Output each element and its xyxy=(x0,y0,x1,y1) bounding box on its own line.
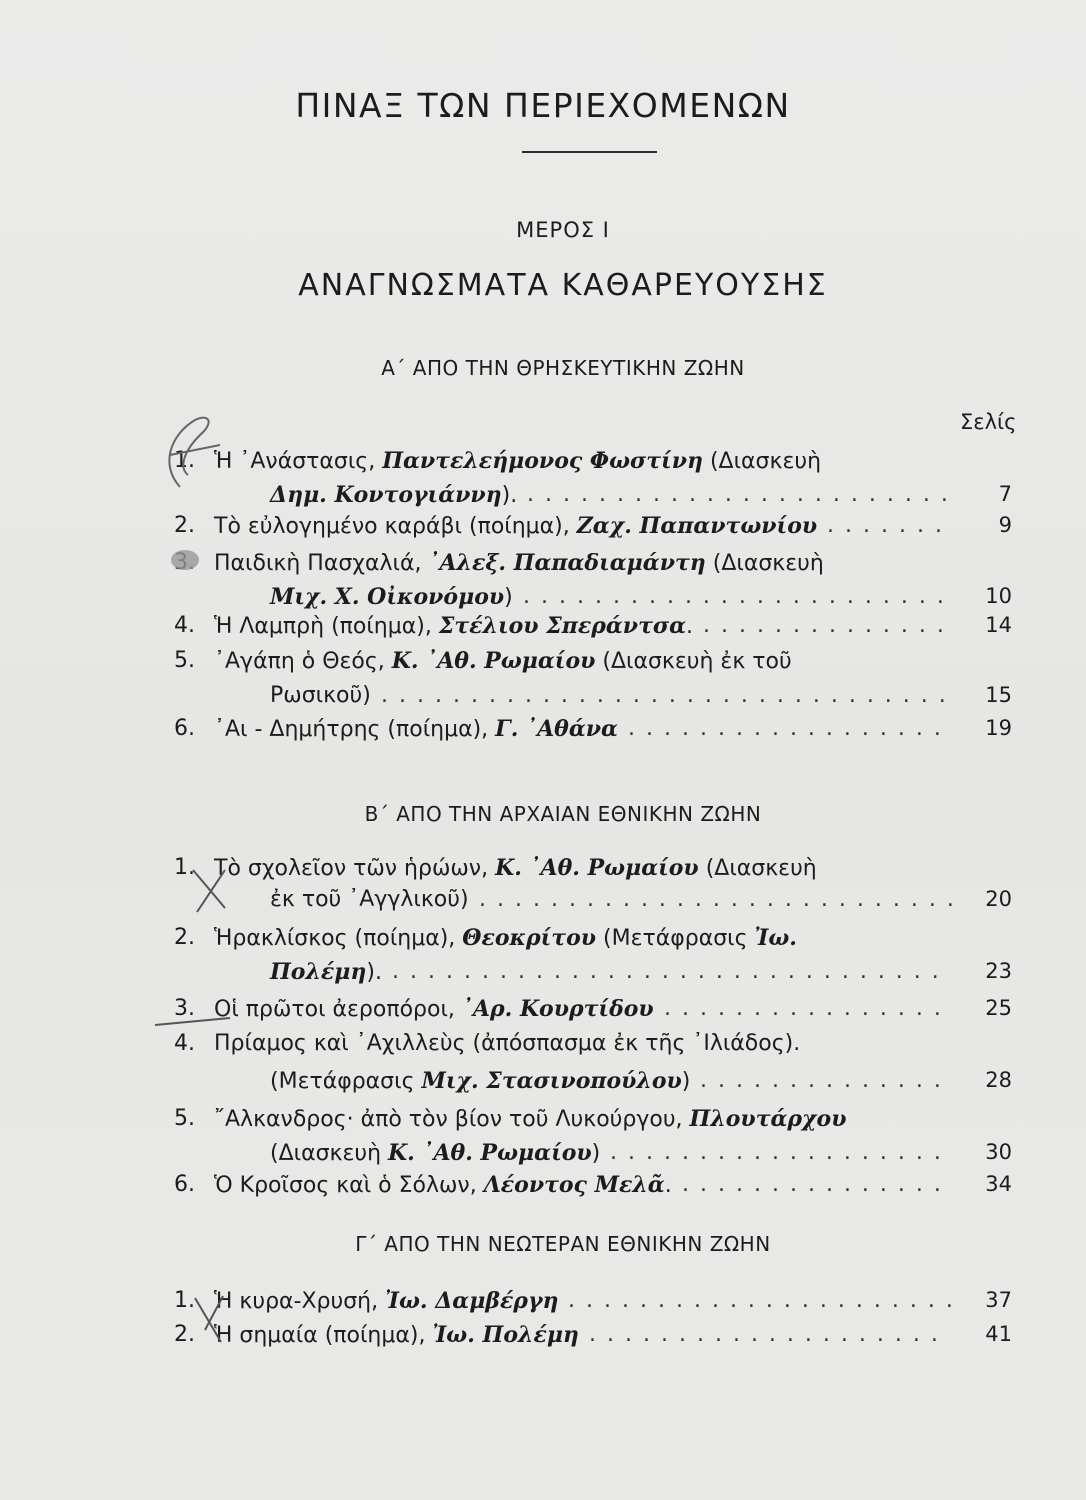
entry-page-number: 7 xyxy=(998,482,1012,506)
entry-note: ) xyxy=(504,585,513,610)
entry-text xyxy=(270,1068,690,1094)
dot-leader: ................... xyxy=(610,1140,952,1165)
entry-title: Τὸ σχολεῖον τῶν ἡρώων, xyxy=(214,856,496,881)
entry-number: 2. xyxy=(174,1322,195,1347)
entry-author: Κ. ᾿Αθ. Ρωμαίου xyxy=(388,1140,592,1166)
dot-leader: ................................ xyxy=(381,683,957,708)
entry-number: 1. xyxy=(174,448,195,473)
entry-author: ᾿Αρ. Κουρτίδου xyxy=(461,996,654,1022)
entry-text xyxy=(214,716,618,742)
section-heading-a: Α΄ ΑΠΟ ΤΗΝ ΘΡΗΣΚΕΥΤΙΚΗΝ ΖΩΗΝ xyxy=(381,356,745,380)
entry-title: Ἡ κυρα-Χρυσή, xyxy=(214,1289,386,1314)
pencil-mark-icon xyxy=(140,405,230,495)
entry-author: Κ. ᾿Αθ. Ρωμαίου xyxy=(391,648,596,674)
entry-title: Ἡ ᾿Ανάστασις, xyxy=(214,449,383,474)
entry-title: Παιδικὴ Πασχαλιά, xyxy=(214,551,429,576)
entry-text xyxy=(270,683,371,708)
entry-number: 5. xyxy=(174,648,195,673)
toc-line xyxy=(174,613,1026,647)
page-title: ΠΙΝΑΞ ΤΩΝ ΠΕΡΙΕΧΟΜΕΝΩΝ xyxy=(295,86,791,125)
page-column-label: Σελίς xyxy=(960,410,1017,434)
entry-title: ᾿Αι - Δημήτρης (ποίημα), xyxy=(214,717,496,742)
toc-line xyxy=(174,925,1026,959)
entry-text xyxy=(214,1031,800,1056)
entry-text xyxy=(214,1322,579,1348)
entry-title: ῎Αλκανδρος· ἀπὸ τὸν βίον τοῦ Λυκούργου, xyxy=(214,1107,690,1132)
entry-author: Ζαχ. Παπαντωνίου xyxy=(576,513,818,539)
entry-number: 6. xyxy=(174,716,195,741)
entry-number: 5. xyxy=(174,1106,195,1131)
entry-text xyxy=(214,1288,558,1314)
entry-author: Μιχ. Χ. Οἰκονόμου xyxy=(270,584,505,610)
entry-text xyxy=(214,1172,672,1198)
entry-author: Ἰω. xyxy=(754,925,797,951)
dot-leader: ........................ xyxy=(523,584,955,609)
entry-page-number: 34 xyxy=(985,1172,1012,1196)
entry-note: ). xyxy=(501,483,518,508)
toc-line xyxy=(174,959,1026,993)
entry-text xyxy=(214,550,824,576)
dot-leader: .................. xyxy=(628,716,952,741)
entry-author: Πλουτάρχου xyxy=(689,1106,847,1132)
dot-leader: .............. xyxy=(700,1068,952,1093)
toc-line xyxy=(174,1172,1026,1206)
entry-note: ) xyxy=(591,1141,601,1166)
entry-text xyxy=(214,1106,846,1132)
entry-page-number: 19 xyxy=(985,716,1012,740)
dot-leader: .................... xyxy=(589,1322,949,1347)
entry-number: 4. xyxy=(174,613,195,638)
entry-text xyxy=(214,613,693,639)
entry-text xyxy=(214,855,817,881)
toc-line xyxy=(174,887,1026,921)
entry-text xyxy=(270,887,469,912)
part-subtitle: ΑΝΑΓΝΩΣΜΑΤΑ ΚΑΘΑΡΕΥΟΥΣΗΣ xyxy=(298,268,828,303)
dot-leader: ............... xyxy=(682,1172,952,1197)
dot-leader: ................ xyxy=(664,996,952,1021)
scribble-mark-icon xyxy=(160,540,220,580)
entry-page-number: 23 xyxy=(985,959,1012,983)
entry-text xyxy=(214,513,817,539)
entry-author: Λέοντος Μελᾶ xyxy=(483,1172,665,1198)
entry-title: Ὁ Κροῖσος καὶ ὁ Σόλων, xyxy=(214,1173,484,1198)
entry-note: (Διασκευὴ xyxy=(702,449,822,474)
entry-number: 1. xyxy=(174,1288,195,1313)
toc-line xyxy=(174,448,1026,482)
check-mark-icon xyxy=(185,1290,245,1350)
entry-page-number: 15 xyxy=(985,683,1012,707)
toc-line xyxy=(174,996,1026,1030)
dot-leader: .............. xyxy=(703,613,955,638)
toc-line xyxy=(174,855,1026,889)
entry-note: ) xyxy=(681,1069,691,1094)
entry-note: (Διασκευὴ xyxy=(705,551,824,576)
part-label: ΜΕΡΟΣ Ι xyxy=(516,218,610,242)
entry-text xyxy=(214,448,821,474)
entry-page-number: 14 xyxy=(985,613,1012,637)
dot-leader: ....... xyxy=(827,513,953,538)
entry-note: (Μετάφρασις xyxy=(596,926,755,951)
toc-line xyxy=(174,716,1026,750)
entry-page-number: 30 xyxy=(985,1140,1012,1164)
entry-page-number: 37 xyxy=(985,1288,1012,1312)
toc-line xyxy=(174,1031,1026,1065)
entry-title: Ἡ σημαία (ποίημα), xyxy=(214,1323,433,1348)
entry-author: Στέλιου Σπεράντσα xyxy=(438,613,687,639)
entry-text xyxy=(270,959,382,985)
section-heading-b: Β΄ ΑΠΟ ΤΗΝ ΑΡΧΑΙΑΝ ΕΘΝΙΚΗΝ ΖΩΗΝ xyxy=(364,802,762,826)
entry-text xyxy=(214,996,654,1022)
entry-page-number: 41 xyxy=(985,1322,1012,1346)
entry-page-number: 9 xyxy=(998,513,1012,537)
title-divider xyxy=(522,151,657,153)
entry-title: Ἡ Λαμπρὴ (ποίημα), xyxy=(214,614,439,639)
dot-leader: ........................ xyxy=(527,482,959,507)
toc-line xyxy=(174,648,1026,682)
entry-title: Τὸ εὐλογημένο καράβι (ποίημα), xyxy=(214,514,577,539)
toc-line xyxy=(174,683,1026,717)
entry-title: Ἡρακλίσκος (ποίημα), xyxy=(214,926,463,951)
check-mark-icon xyxy=(185,860,245,920)
entry-note: (Διασκευὴ xyxy=(698,856,817,881)
entry-author: Γ. ᾿Αθάνα xyxy=(495,716,618,742)
entry-number: 6. xyxy=(174,1172,195,1197)
entry-author: Ἰω. Δαμβέργη xyxy=(385,1288,559,1314)
entry-title: (Μετάφρασις xyxy=(270,1069,422,1094)
entry-note: ). xyxy=(366,960,382,985)
dot-leader: ...................... xyxy=(568,1288,964,1313)
toc-line xyxy=(174,550,1026,584)
toc-line xyxy=(174,1068,1026,1102)
entry-author: Θεοκρίτου xyxy=(462,925,597,951)
entry-title: (Διασκευὴ xyxy=(270,1141,389,1166)
entry-text xyxy=(270,584,513,610)
entry-author: Δημ. Κοντογιάννη xyxy=(270,482,502,508)
entry-author: ᾿Αλεξ. Παπαδιαμάντη xyxy=(428,550,706,576)
toc-line xyxy=(174,1140,1026,1174)
entry-page-number: 10 xyxy=(985,584,1012,608)
entry-number: 4. xyxy=(174,1031,195,1056)
entry-author: Παντελεήμονος Φωστίνη xyxy=(382,448,703,474)
entry-author: Πολέμη xyxy=(270,959,367,985)
entry-note: (Διασκευὴ ἐκ τοῦ xyxy=(595,649,792,674)
strike-mark-icon xyxy=(150,1000,250,1040)
entry-text xyxy=(270,482,517,508)
toc-line xyxy=(174,482,1026,516)
entry-author: Μιχ. Στασινοπούλου xyxy=(421,1068,682,1094)
entry-title: Οἱ πρῶτοι ἀεροπόροι, xyxy=(214,997,462,1022)
entry-page-number: 25 xyxy=(985,996,1012,1020)
dot-leader: ............................... xyxy=(392,959,950,984)
entry-text xyxy=(214,925,797,951)
entry-number: 3. xyxy=(174,996,195,1021)
toc-line xyxy=(174,1288,1026,1322)
entry-note: . xyxy=(664,1173,672,1198)
toc-line xyxy=(174,513,1026,547)
entry-title: ᾿Αγάπη ὁ Θεός, xyxy=(214,649,392,674)
entry-author: Ἰω. Πολέμη xyxy=(432,1322,579,1348)
entry-number: 1. xyxy=(174,855,195,880)
toc-line xyxy=(174,1106,1026,1140)
entry-title: Ρωσικοῦ) xyxy=(270,683,371,708)
section-heading-c: Γ΄ ΑΠΟ ΤΗΝ ΝΕΩΤΕΡΑΝ ΕΘΝΙΚΗΝ ΖΩΗΝ xyxy=(355,1232,771,1256)
entry-page-number: 28 xyxy=(985,1068,1012,1092)
entry-number: 2. xyxy=(174,513,195,538)
dot-leader: ........................... xyxy=(479,887,965,912)
entry-note: . xyxy=(686,614,694,639)
entry-page-number: 20 xyxy=(985,887,1012,911)
entry-title: Πρίαμος καὶ ᾿Αχιλλεὺς (ἀπόσπασμα ἐκ τῆς ᾿Ιλιάδος). xyxy=(214,1031,801,1056)
entry-text xyxy=(214,648,792,674)
entry-author: Κ. ᾿Αθ. Ρωμαίου xyxy=(495,855,699,881)
toc-line xyxy=(174,1322,1026,1356)
entry-title: ἐκ τοῦ ᾿Αγγλικοῦ) xyxy=(270,887,469,912)
entry-text xyxy=(270,1140,600,1166)
entry-number: 2. xyxy=(174,925,195,950)
